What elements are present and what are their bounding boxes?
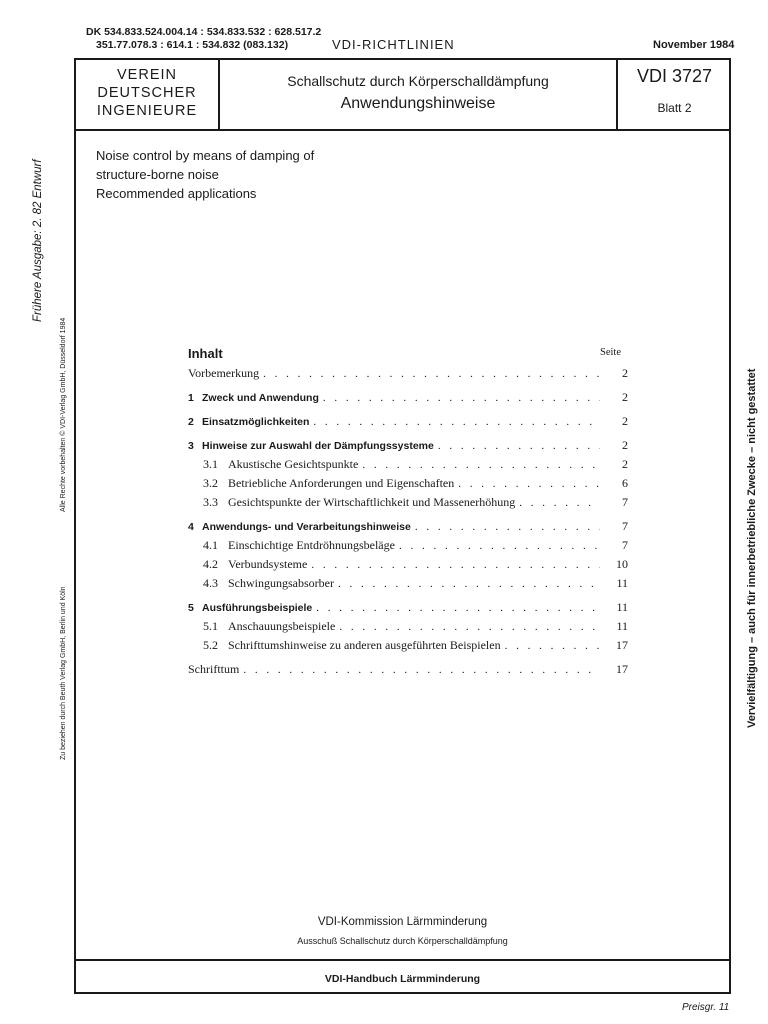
toc-leader-dots <box>243 664 600 676</box>
toc-entry-label: Ausführungsbeispiele <box>202 602 313 614</box>
toc-entry-label: Vorbemerkung <box>188 366 260 380</box>
toc-entry-page: 2 <box>622 414 628 428</box>
toc-entry-label: Schrifttumshinweise zu anderen ausgeführten Beispielen <box>228 638 501 652</box>
earlier-edition-note: Frühere Ausgabe: 2. 82 Entwurf <box>32 159 44 322</box>
toc-entry-page: 10 <box>616 557 628 571</box>
english-title-line-3: Recommended applications <box>96 186 257 201</box>
footer-divider <box>76 959 729 961</box>
toc-leader-dots <box>316 602 600 614</box>
toc-entry-label: Hinweise zur Auswahl der Dämpfungssysteme <box>202 440 434 452</box>
toc-entry <box>188 538 628 557</box>
toc-entry <box>188 619 628 638</box>
toc-entry <box>188 557 628 576</box>
toc-entry-number: 3.1 <box>203 457 218 471</box>
org-line-3: INGENIEURE <box>96 103 198 119</box>
toc-entry-number: 5.1 <box>203 619 218 633</box>
toc-leader-dots <box>338 578 600 590</box>
sheet-number: Blatt 2 <box>657 101 692 115</box>
toc-entry-number: 4.3 <box>203 576 218 590</box>
org-line-1: VEREIN <box>117 67 177 83</box>
toc-entry-number: 3.3 <box>203 495 218 509</box>
toc-entry-number: 5 <box>188 602 194 614</box>
toc-entry <box>188 438 628 457</box>
toc-entry-number: 3.2 <box>203 476 218 490</box>
toc-entry-number: 5.2 <box>203 638 218 652</box>
publication-date: November 1984 <box>653 39 735 51</box>
toc-entry-page: 17 <box>616 638 628 652</box>
toc-entry <box>188 638 628 657</box>
toc-leader-dots <box>505 640 600 652</box>
commission-name: VDI-Kommission Lärmminderung <box>317 916 488 928</box>
toc-entry <box>188 457 628 476</box>
toc-leader-dots <box>362 459 600 471</box>
handbook-name: VDI-Handbuch Lärmminderung <box>324 973 481 985</box>
document-subtitle: Anwendungshinweise <box>340 95 496 112</box>
toc-leader-dots <box>263 368 600 380</box>
toc-entry-label: Einsatzmöglichkeiten <box>202 416 310 428</box>
toc-entry-label: Akustische Gesichtspunkte <box>228 457 359 471</box>
english-title-line-1: Noise control by means of damping of <box>96 148 315 163</box>
toc-entry-number: 4.1 <box>203 538 218 552</box>
toc-entry-label: Zweck und Anwendung <box>202 392 319 404</box>
toc-entry-label: Anschauungsbeispiele <box>228 619 336 633</box>
toc-entry <box>188 366 628 385</box>
vdi-richtlinien-label: VDI-RICHTLINIEN <box>332 37 455 52</box>
toc-entry-number: 2 <box>188 416 194 428</box>
toc-entry-label: Schwingungsabsorber <box>228 576 334 590</box>
toc-entry-page: 2 <box>622 366 628 380</box>
toc-entry <box>188 414 628 433</box>
toc-entry-label: Gesichtspunkte der Wirtschaftlichkeit und Massenerhöhung <box>228 495 516 509</box>
dk-classification-line-1: DK 534.833.524.004.14 : 534.833.532 : 628.517.2 <box>86 26 322 38</box>
toc-entry <box>188 519 628 538</box>
toc-entry <box>188 495 628 514</box>
toc-leader-dots <box>415 521 600 533</box>
dk-classification-line-2: 351.77.078.3 : 614.1 : 534.832 (083.132) <box>96 39 289 51</box>
toc-leader-dots <box>339 621 600 633</box>
toc-entry-page: 11 <box>616 600 628 614</box>
toc-entry-number: 4 <box>188 521 194 533</box>
toc-page-column-label: Seite <box>600 347 621 358</box>
toc-entry-page: 17 <box>616 662 628 676</box>
rights-note: Alle Rechte vorbehalten © VDI-Verlag GmbH, Düsseldorf 1984 <box>60 317 67 512</box>
toc-entry-label: Verbundsysteme <box>228 557 308 571</box>
org-line-2: DEUTSCHER <box>97 85 197 101</box>
committee-name: Ausschuß Schallschutz durch Körperschalldämpfung <box>297 936 508 946</box>
document-number: VDI 3727 <box>636 66 713 86</box>
toc-leader-dots <box>458 478 600 490</box>
toc-entry <box>188 476 628 495</box>
toc-entry <box>188 576 628 595</box>
title-cell <box>220 60 616 129</box>
toc-leader-dots <box>311 559 600 571</box>
toc-entry-label: Einschichtige Entdröhnungsbeläge <box>228 538 395 552</box>
document-title: Schallschutz durch Körperschalldämpfung <box>287 73 549 89</box>
table-of-contents <box>188 366 628 681</box>
supplier-note: Zu beziehen durch Beuth Verlag GmbH, Berlin und Köln <box>60 586 67 760</box>
english-title <box>96 146 314 203</box>
reproduction-note: Vervielfältigung – auch für innerbetriebliche Zwecke – nicht gestattet <box>746 368 758 728</box>
toc-entry-page: 7 <box>622 538 628 552</box>
toc-entry-page: 7 <box>622 495 628 509</box>
toc-entry <box>188 600 628 619</box>
toc-entry-page: 11 <box>616 576 628 590</box>
toc-leader-dots <box>313 416 600 428</box>
title-block <box>76 60 729 131</box>
toc-entry-page: 2 <box>622 390 628 404</box>
toc-entry-page: 6 <box>622 476 628 490</box>
toc-heading: Inhalt <box>188 346 223 361</box>
toc-entry-label: Anwendungs- und Verarbeitungshinweise <box>202 521 411 533</box>
english-title-line-2: structure-borne noise <box>96 167 219 182</box>
toc-leader-dots <box>323 392 600 404</box>
toc-entry-page: 11 <box>616 619 628 633</box>
toc-leader-dots <box>399 540 600 552</box>
price-group: Preisgr. 11 <box>682 1002 730 1013</box>
toc-entry-label: Schrifttum <box>188 662 240 676</box>
toc-entry-number: 4.2 <box>203 557 218 571</box>
toc-entry-page: 2 <box>622 438 628 452</box>
doc-number-cell <box>616 60 731 129</box>
toc-entry-page: 7 <box>622 519 628 533</box>
toc-entry-number: 1 <box>188 392 194 404</box>
organization-block <box>76 60 220 129</box>
toc-entry <box>188 390 628 409</box>
toc-leader-dots <box>519 497 600 509</box>
toc-entry-label: Betriebliche Anforderungen und Eigenschaften <box>228 476 455 490</box>
toc-leader-dots <box>438 440 600 452</box>
toc-entry <box>188 662 628 681</box>
toc-entry-number: 3 <box>188 440 194 452</box>
toc-entry-page: 2 <box>622 457 628 471</box>
